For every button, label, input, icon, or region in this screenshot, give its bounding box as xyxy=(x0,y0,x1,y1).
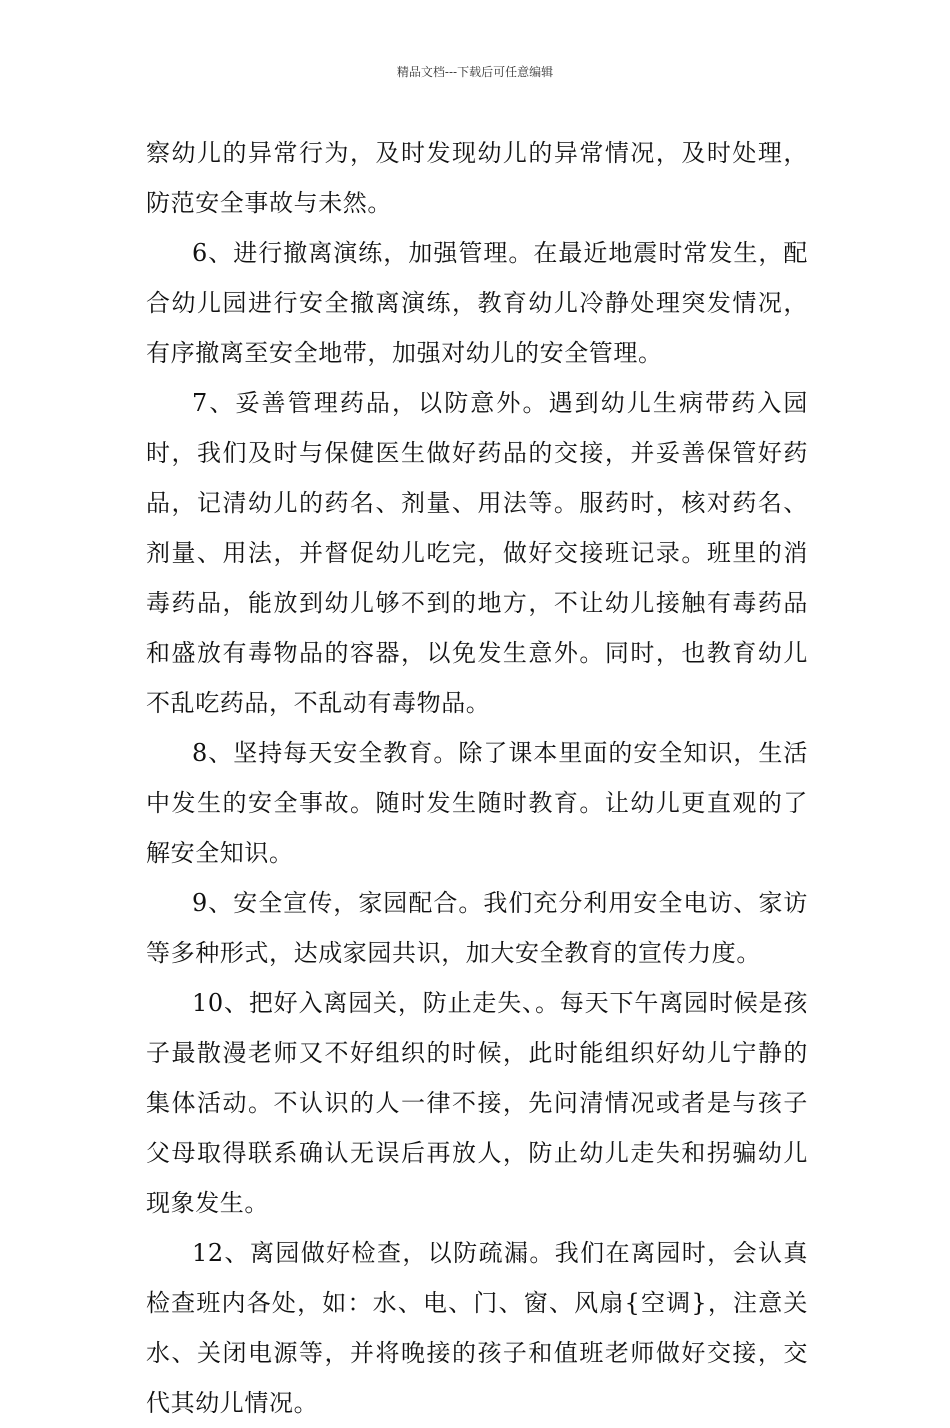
paragraph-item-12: 12、离园做好检查，以防疏漏。我们在离园时，会认真检查班内各处，如：水、电、门、窗、风扇{空调}，注意关水、关闭电源等，并将晚接的孩子和值班老师做好交接，交代其幼儿情况。 xyxy=(146,1239,808,1417)
page-header: 精品文档---下载后可任意编辑 xyxy=(396,65,554,79)
paragraph-item-7: 7、妥善管理药品，以防意外。遇到幼儿生病带药入园时，我们及时与保健医生做好药品的交接，并妥善保管好药品，记清幼儿的药名、剂量、用法等。服药时，核对药名、剂量、用法，并督促幼儿吃完，做好交接班记录。班里的消毒药品，能放到幼儿够不到的地方，不让幼儿接触有毒药品和盛放有毒物品的容器，以免发生意外。同时，也教育幼儿不乱吃药品，不乱动有毒物品。 xyxy=(146,389,808,717)
paragraph-continuation: 察幼儿的异常行为，及时发现幼儿的异常情况，及时处理，防范安全事故与未然。 xyxy=(146,139,808,217)
paragraph-item-6: 6、进行撤离演练，加强管理。在最近地震时常发生，配合幼儿园进行安全撤离演练，教育幼儿冷静处理突发情况，有序撤离至安全地带，加强对幼儿的安全管理。 xyxy=(146,239,808,367)
paragraph-item-10: 10、把好入离园关，防止走失、。每天下午离园时候是孩子最散漫老师又不好组织的时候，此时能组织好幼儿宁静的集体活动。不认识的人一律不接，先问清情况或者是与孩子父母取得联系确认无误后再放人，防止幼儿走失和拐骗幼儿现象发生。 xyxy=(146,989,808,1217)
paragraph-item-8: 8、坚持每天安全教育。除了课本里面的安全知识，生活中发生的安全事故。随时发生随时教育。让幼儿更直观的了解安全知识。 xyxy=(146,739,808,867)
paragraph-item-9: 9、安全宣传，家园配合。我们充分利用安全电访、家访等多种形式，达成家园共识，加大安全教育的宣传力度。 xyxy=(146,889,808,967)
document-body xyxy=(146,128,808,1428)
